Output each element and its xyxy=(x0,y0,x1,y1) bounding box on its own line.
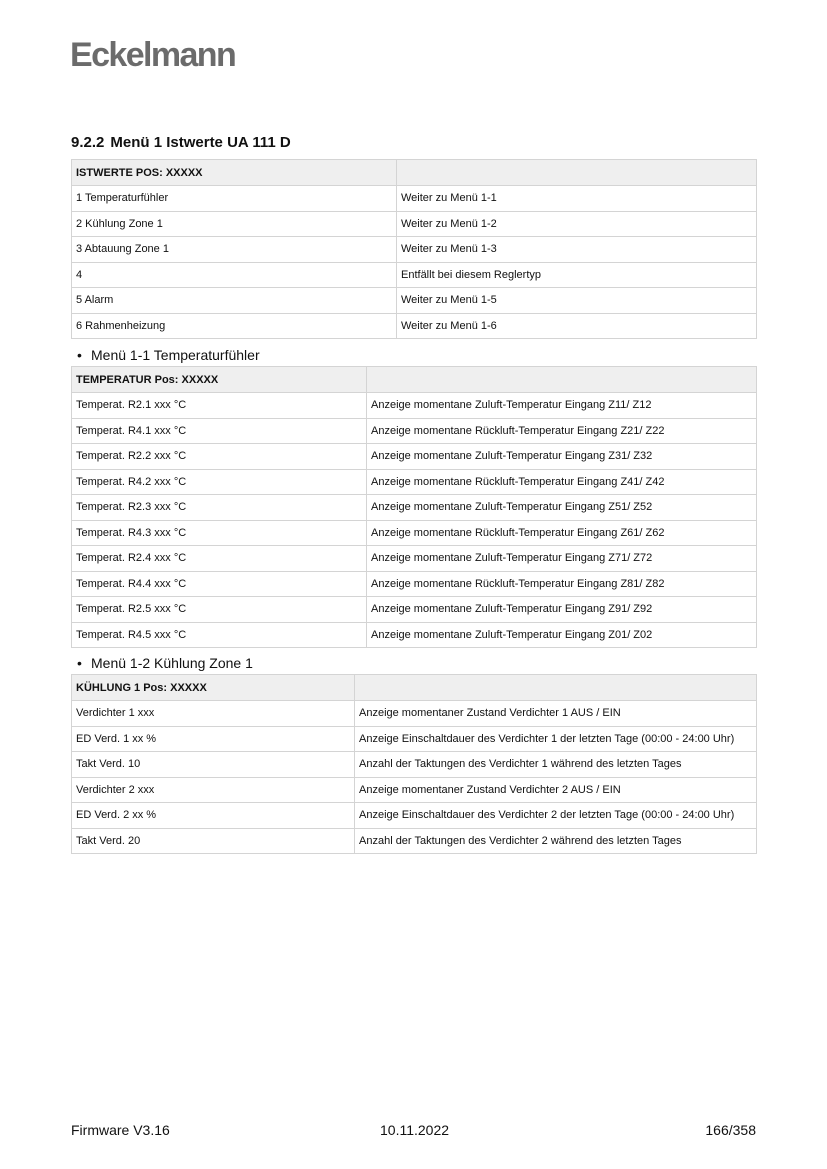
table-row xyxy=(72,622,757,648)
table-cell: Temperat. R2.2 xxx °C xyxy=(72,444,367,470)
table-cell: Anzeige momentane Rückluft-Temperatur Eingang Z61/ Z62 xyxy=(367,520,757,546)
table-cell: 5 Alarm xyxy=(72,288,397,314)
table-cell: Anzeige momentaner Zustand Verdichter 1 AUS / EIN xyxy=(355,701,757,727)
table-row xyxy=(72,211,757,237)
table-row xyxy=(72,262,757,288)
table-cell: Temperat. R2.4 xxx °C xyxy=(72,546,367,572)
subheading-label: Menü 1-2 Kühlung Zone 1 xyxy=(91,655,253,671)
temperatur-table xyxy=(71,366,757,648)
subheading-label: Menü 1-1 Temperaturfühler xyxy=(91,347,260,363)
table-cell: Takt Verd. 20 xyxy=(72,828,355,854)
table-cell: Weiter zu Menü 1-1 xyxy=(397,186,757,212)
table-cell: Temperat. R4.4 xxx °C xyxy=(72,571,367,597)
footer-firmware: Firmware V3.16 xyxy=(71,1122,170,1138)
bullet-icon: • xyxy=(77,655,82,671)
table-row xyxy=(72,186,757,212)
table-row xyxy=(72,597,757,623)
table-cell: Anzeige momentane Zuluft-Temperatur Eingang Z71/ Z72 xyxy=(367,546,757,572)
table-row xyxy=(72,777,757,803)
table-cell: Temperat. R2.1 xxx °C xyxy=(72,393,367,419)
table-cell: Weiter zu Menü 1-3 xyxy=(397,237,757,263)
table-cell: Anzeige momentane Rückluft-Temperatur Eingang Z81/ Z82 xyxy=(367,571,757,597)
table-cell: Takt Verd. 10 xyxy=(72,752,355,778)
table-cell: ED Verd. 1 xx % xyxy=(72,726,355,752)
table-cell: Temperat. R4.2 xxx °C xyxy=(72,469,367,495)
table-row xyxy=(72,752,757,778)
table-row xyxy=(72,701,757,727)
table-cell: Anzahl der Taktungen des Verdichter 2 während des letzten Tages xyxy=(355,828,757,854)
section-number: 9.2.2 xyxy=(71,134,105,151)
table-cell: Temperat. R4.3 xxx °C xyxy=(72,520,367,546)
table-cell: 3 Abtauung Zone 1 xyxy=(72,237,397,263)
subheading-menu-1-1 xyxy=(77,347,260,363)
table-row xyxy=(72,237,757,263)
table-cell: 2 Kühlung Zone 1 xyxy=(72,211,397,237)
table-row xyxy=(72,469,757,495)
table-cell: Entfällt bei diesem Reglertyp xyxy=(397,262,757,288)
table-header-row xyxy=(72,367,757,393)
table-cell: 4 xyxy=(72,262,397,288)
table-row xyxy=(72,444,757,470)
table-cell: Verdichter 2 xxx xyxy=(72,777,355,803)
table-row xyxy=(72,828,757,854)
table-header-cell: KÜHLUNG 1 Pos: XXXXX xyxy=(72,675,355,701)
kuehlung-table xyxy=(71,674,757,854)
table-cell: Anzeige momentane Rückluft-Temperatur Eingang Z41/ Z42 xyxy=(367,469,757,495)
table-cell: Anzeige momentane Zuluft-Temperatur Eingang Z91/ Z92 xyxy=(367,597,757,623)
table-row xyxy=(72,393,757,419)
table-cell: Weiter zu Menü 1-6 xyxy=(397,313,757,339)
table-cell: 6 Rahmenheizung xyxy=(72,313,397,339)
bullet-icon: • xyxy=(77,347,82,363)
table-row xyxy=(72,520,757,546)
table-cell: Anzeige Einschaltdauer des Verdichter 2 der letzten Tage (00:00 - 24:00 Uhr) xyxy=(355,803,757,829)
table-cell: Temperat. R2.3 xxx °C xyxy=(72,495,367,521)
table-row xyxy=(72,546,757,572)
table-row xyxy=(72,288,757,314)
table-cell: Anzeige momentane Zuluft-Temperatur Eingang Z31/ Z32 xyxy=(367,444,757,470)
table-row xyxy=(72,495,757,521)
table-cell: Anzeige momentane Rückluft-Temperatur Eingang Z21/ Z22 xyxy=(367,418,757,444)
table-header-cell xyxy=(397,160,757,186)
table-cell: Weiter zu Menü 1-2 xyxy=(397,211,757,237)
table-row xyxy=(72,313,757,339)
eckelmann-logo: Eckelmann xyxy=(70,36,236,74)
table-header-cell: TEMPERATUR Pos: XXXXX xyxy=(72,367,367,393)
table-cell: Anzeige momentane Zuluft-Temperatur Eingang Z11/ Z12 xyxy=(367,393,757,419)
table-cell: Anzeige momentaner Zustand Verdichter 2 AUS / EIN xyxy=(355,777,757,803)
table-cell: Anzeige Einschaltdauer des Verdichter 1 der letzten Tage (00:00 - 24:00 Uhr) xyxy=(355,726,757,752)
table-row xyxy=(72,418,757,444)
section-title: Menü 1 Istwerte UA 111 D xyxy=(110,134,291,151)
table-header-cell xyxy=(355,675,757,701)
table-cell: Temperat. R4.5 xxx °C xyxy=(72,622,367,648)
table-header-cell: ISTWERTE POS: XXXXX xyxy=(72,160,397,186)
istwerte-table xyxy=(71,159,757,339)
table-cell: Anzeige momentane Zuluft-Temperatur Eingang Z51/ Z52 xyxy=(367,495,757,521)
table-cell: Anzahl der Taktungen des Verdichter 1 während des letzten Tages xyxy=(355,752,757,778)
table-cell: ED Verd. 2 xx % xyxy=(72,803,355,829)
table-row xyxy=(72,726,757,752)
table-cell: Verdichter 1 xxx xyxy=(72,701,355,727)
table-cell: Anzeige momentane Zuluft-Temperatur Eingang Z01/ Z02 xyxy=(367,622,757,648)
table-cell: Temperat. R4.1 xxx °C xyxy=(72,418,367,444)
table-cell: Weiter zu Menü 1-5 xyxy=(397,288,757,314)
table-row xyxy=(72,803,757,829)
table-header-cell xyxy=(367,367,757,393)
table-row xyxy=(72,571,757,597)
table-header-row xyxy=(72,160,757,186)
subheading-menu-1-2 xyxy=(77,655,253,671)
table-cell: 1 Temperaturfühler xyxy=(72,186,397,212)
footer-date: 10.11.2022 xyxy=(380,1122,450,1138)
footer-page-number: 166/358 xyxy=(705,1122,756,1138)
table-header-row xyxy=(72,675,757,701)
section-heading xyxy=(71,133,291,153)
table-cell: Temperat. R2.5 xxx °C xyxy=(72,597,367,623)
